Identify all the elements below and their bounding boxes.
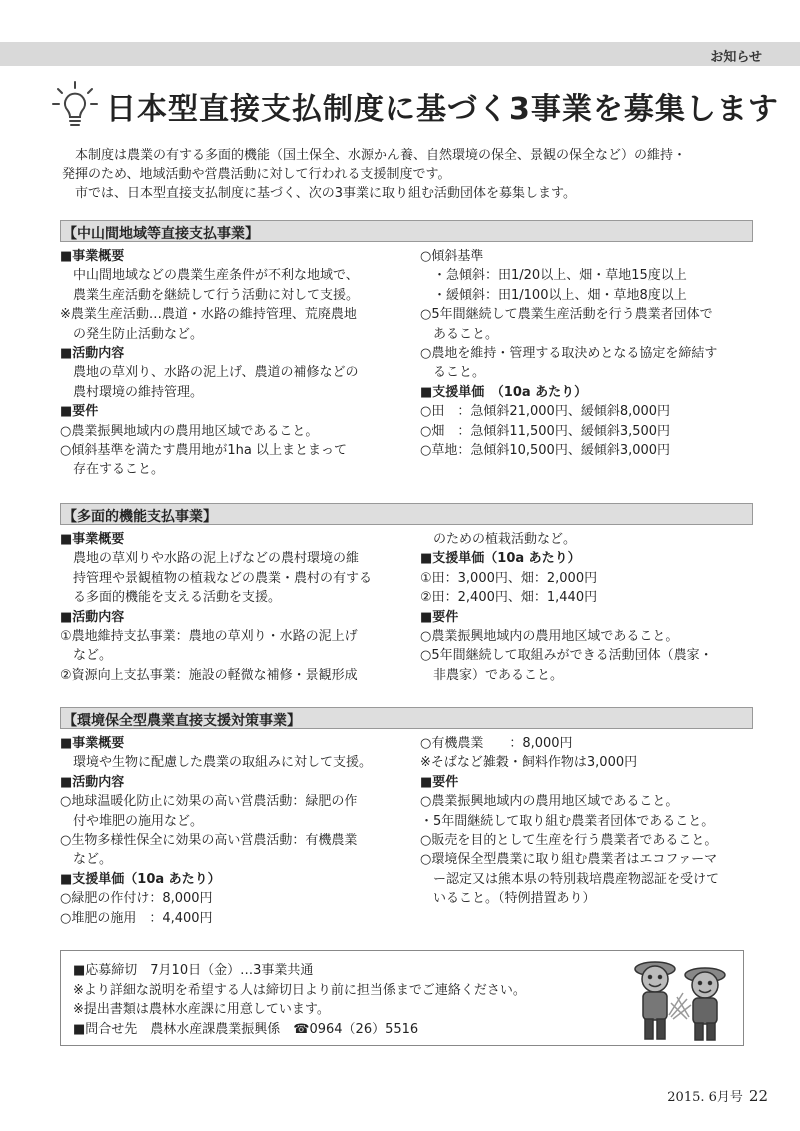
text-line: ー認定又は熊本県の特別栽培農産物認証を受けて xyxy=(433,871,720,887)
notice-text xyxy=(73,961,526,1039)
section-left-column xyxy=(60,734,405,928)
lightbulb-icon xyxy=(52,80,98,132)
notice-deadline: ■応募締切 7月10日（金）…3事業共通 xyxy=(73,963,314,978)
text-line: ○有機農業 ：8,000円 xyxy=(420,736,573,751)
notice-box xyxy=(60,950,744,1046)
text-line: ○農業振興地域内の農用地区域であること。 xyxy=(60,423,319,439)
text-line: ・急傾斜：田1/20以上、畑・草地15度以上 xyxy=(433,268,687,284)
text-line: あること。 xyxy=(433,326,499,342)
subheading: ■要件 xyxy=(420,609,459,625)
text-line: る多面的機能を支える活動を支援。 xyxy=(73,590,282,606)
text-line: ・5年間継続して取り組む農業者団体であること。 xyxy=(420,813,715,829)
text-line: ○5年間継続して農業生産活動を行う農業者団体で xyxy=(420,307,713,323)
section-heading-label: 【中山間地域等直接支払事業】 xyxy=(63,226,259,242)
text-line: ○販売を目的として生産を行う農業者であること。 xyxy=(420,833,718,849)
header-label: お知らせ xyxy=(710,50,762,65)
intro-line: 発揮のため、地域活動や営農活動に対して行われる支援制度です。 xyxy=(62,167,451,182)
subheading: ■事業概要 xyxy=(60,249,125,264)
text-line: の発生防止活動など。 xyxy=(73,326,204,342)
header-bar xyxy=(0,42,800,66)
text-line: ○畑 ：急傾斜11,500円、緩傾斜3,500円 xyxy=(420,423,671,439)
text-line: 農地の草刈りや水路の泥上げなどの農村環境の維 xyxy=(73,551,360,567)
subheading: ■支援単価 （10a あたり） xyxy=(420,384,588,400)
text-line: ○緑肥の作付け：8,000円 xyxy=(60,891,213,907)
issue-label: 2015. 6月号 xyxy=(667,1090,743,1105)
section-heading xyxy=(60,707,753,729)
section-heading-label: 【環境保全型農業直接支援対策事業】 xyxy=(63,713,301,729)
subheading: ■事業概要 xyxy=(60,736,125,751)
text-line: など。 xyxy=(73,852,113,868)
text-line: など。 xyxy=(73,648,113,664)
text-line: 農業生産活動を継続して行う活動に対して支援。 xyxy=(73,287,360,303)
section-right-column xyxy=(420,530,755,685)
text-line: 環境や生物に配慮した農業の取組みに対して支援。 xyxy=(73,755,373,771)
text-line: 農地の草刈り、水路の泥上げ、農道の補修などの xyxy=(73,365,359,381)
subheading: ■要件 xyxy=(60,404,99,420)
subheading: ■活動内容 xyxy=(60,609,125,625)
notice-line: ※提出書類は農林水産課に用意しています。 xyxy=(73,1002,330,1018)
section-right-column xyxy=(420,734,755,909)
section-left-column xyxy=(60,530,405,685)
text-line: ②田：2,400円、畑：1,440円 xyxy=(420,590,598,606)
text-line: ○田 ：急傾斜21,000円、緩傾斜8,000円 xyxy=(420,404,671,420)
text-line: 存在すること。 xyxy=(73,462,165,478)
text-line: ○生物多様性保全に効果の高い営農活動：有機農業 xyxy=(60,833,358,849)
text-line: ①田：3,000円、畑：2,000円 xyxy=(420,570,598,586)
page-footer xyxy=(667,1086,768,1105)
notice-line: ※より詳細な説明を希望する人は締切日より前に担当係までご連絡ください。 xyxy=(73,982,526,998)
title-area xyxy=(52,80,779,136)
subheading: ■支援単価（10a あたり） xyxy=(420,551,581,567)
text-line: ること。 xyxy=(433,365,486,381)
text-line: ○地球温暖化防止に効果の高い営農活動：緑肥の作 xyxy=(60,794,358,810)
notice-contact: ■問合せ先 農林水産課農業振興係 ☎0964（26）5516 xyxy=(73,1021,419,1037)
subheading: ■要件 xyxy=(420,774,459,790)
text-line: ○農地を維持・管理する取決めとなる協定を締結す xyxy=(420,346,718,362)
subheading: ■活動内容 xyxy=(60,346,125,362)
subheading: ■支援単価（10a あたり） xyxy=(60,871,221,887)
text-line: ○農業振興地域内の農用地区域であること。 xyxy=(420,794,679,810)
text-line: ・緩傾斜：田1/100以上、畑・草地8度以上 xyxy=(433,287,687,303)
section-right-column xyxy=(420,247,755,460)
page-title: 日本型直接支払制度に基づく3事業を募集します xyxy=(106,92,779,127)
section-heading xyxy=(60,503,753,525)
section-heading xyxy=(60,220,753,242)
text-line: 付や堆肥の施用など。 xyxy=(73,813,204,829)
text-line: ○5年間継続して取組みができる活動団体（農家・ xyxy=(420,648,713,664)
subheading: ■事業概要 xyxy=(60,532,125,547)
text-line: ※農業生産活動…農道・水路の維持管理、荒廃農地 xyxy=(60,307,357,323)
text-line: ○傾斜基準を満たす農用地が1ha 以上まとまって xyxy=(60,443,347,459)
page-number: 22 xyxy=(748,1087,768,1105)
farmers-illustration xyxy=(625,955,739,1043)
text-line: ②資源向上支払事業：施設の軽微な補修・景観形成 xyxy=(60,667,358,683)
text-line: 非農家）であること。 xyxy=(433,667,564,683)
intro-text xyxy=(62,146,762,203)
text-line: ○傾斜基準 xyxy=(420,249,484,264)
text-line: 持管理や景観植物の植栽などの農業・農村の有する xyxy=(73,570,373,586)
text-line: ○堆肥の施用 ：4,400円 xyxy=(60,910,213,926)
text-line: 農村環境の維持管理。 xyxy=(73,384,204,400)
subheading: ■活動内容 xyxy=(60,774,125,790)
intro-line: 本制度は農業の有する多面的機能（国土保全、水源かん養、自然環境の保全、景観の保全など）の維持・ xyxy=(75,148,687,163)
text-line: ※そばなど雑穀・飼料作物は3,000円 xyxy=(420,755,638,771)
section-left-column xyxy=(60,247,405,480)
text-line: 中山間地域などの農業生産条件が不利な地域で、 xyxy=(73,268,359,284)
text-line: ○環境保全型農業に取り組む農業者はエコファーマ xyxy=(420,852,718,868)
section-heading-label: 【多面的機能支払事業】 xyxy=(63,509,217,525)
text-line: いること。（特例措置あり） xyxy=(433,891,596,907)
text-line: ①農地維持支払事業：農地の草刈り・水路の泥上げ xyxy=(60,629,358,645)
text-line: ○草地：急傾斜10,500円、緩傾斜3,000円 xyxy=(420,443,671,459)
intro-line: 市では、日本型直接支払制度に基づく、次の3事業に取り組む活動団体を募集します。 xyxy=(75,186,576,201)
text-line: のための植栽活動など。 xyxy=(433,532,577,547)
text-line: ○農業振興地域内の農用地区域であること。 xyxy=(420,629,679,645)
